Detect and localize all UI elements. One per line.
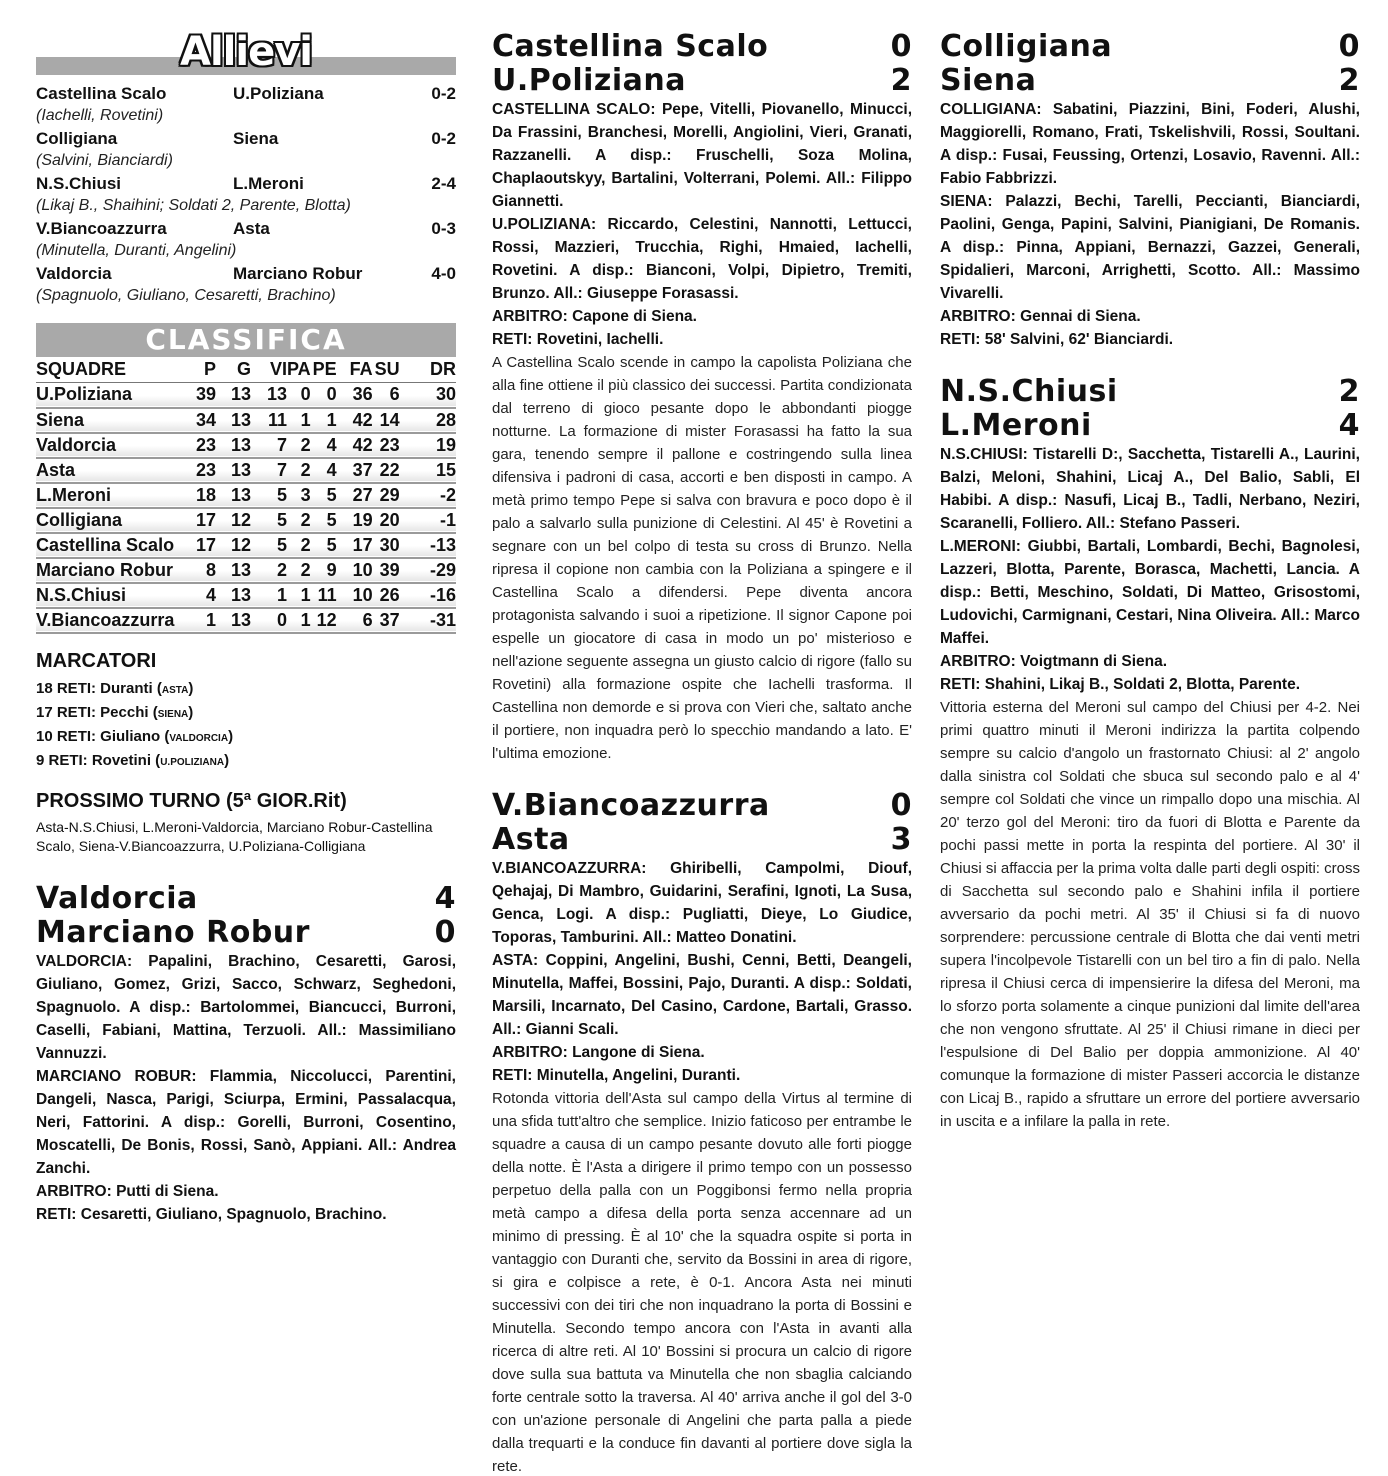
team-score: 0 [434,914,456,950]
team-score: 0 [1338,29,1360,64]
stat-cell: 30 [435,384,456,405]
scorers-list [36,678,456,774]
stat-cell: 2 [300,559,311,580]
match-vbiancoazzurra [492,789,912,1476]
score: 0-2 [431,84,456,103]
stat-cell: 4 [205,584,216,605]
stat-cell: 13 [266,384,287,405]
referee: ARBITRO: Putti di Siena. [36,1182,219,1200]
stat-cell: 5 [326,534,337,555]
stat-cell: -29 [429,559,456,580]
stat-cell: 39 [379,559,400,580]
team-name: Marciano Robur [36,914,310,950]
team-name: Castellina Scalo [492,29,769,64]
stat-cell: 0 [300,384,311,405]
page-title: Allievi [179,29,312,75]
lineup: N.S.CHIUSI: Tistarelli D:, Sacchetta, Tistarelli A., Laurini, Balzi, Meloni, Shahini, Licaj A., Del Balio, Sabli, El Habibi. A disp.: Nasufi, Licaj B., Tadli, Nerbano, Neziri, Scaranelli, Folliero. All.: Stefano Passeri. [940,446,1360,532]
stat-cell: 1 [326,409,337,430]
team-name: V.Biancoazzurra [492,788,770,823]
stat-cell: 0 [326,384,337,405]
stat-cell: 15 [435,459,456,480]
result-item [36,82,456,127]
stat-cell: 13 [230,609,251,630]
result-item [36,217,456,262]
goals: RETI: Minutella, Angelini, Duranti. [492,1067,741,1084]
stat-cell: 1 [300,609,311,630]
team-score: 2 [1338,63,1360,98]
standings-row [36,433,456,458]
score: 2-4 [431,174,456,193]
standings-row [36,383,456,408]
stat-cell: 42 [352,409,373,430]
stat-cell: 23 [379,434,400,455]
stat-cell: 13 [230,434,251,455]
scorers: (Salvini, Bianciardi) [36,152,173,169]
match-away [36,916,456,950]
scorer-goals: 9 RETI: Rovetini [36,751,152,769]
stat-cell: 13 [230,409,251,430]
scorers-title: MARCATORI [36,649,157,672]
lineup: U.POLIZIANA: Riccardo, Celestini, Nannotti, Lettucci, Rossi, Mazzieri, Trucchia, Righi, Hmaied, Iachelli, Rovetini. A disp.: Bianconi, Volpi, Dipietro, Tremiti, Brunzo. All.: Giuseppe Forasassi. [492,216,912,302]
team-name: Colligiana [36,509,123,530]
stat-cell: 13 [230,584,251,605]
stat-cell: 37 [379,609,400,630]
stat-cell: 36 [352,384,373,405]
score: 0-2 [431,129,456,148]
stat-cell: 5 [276,534,287,555]
stat-cell: 17 [195,534,216,555]
team-score: 0 [890,788,912,823]
away-team: U.Poliziana [233,84,324,103]
stat-cell: 19 [352,509,373,530]
goals: RETI: 58' Salvini, 62' Bianciardi. [940,331,1174,348]
stat-cell: 22 [379,459,400,480]
column-header: SQUADRE [36,359,127,379]
standings-row [36,458,456,483]
scorer-item: 18 RETI: Duranti (ASTA) [36,679,194,697]
team-name: U.Poliziana [492,63,687,98]
stat-cell: 1 [205,609,216,630]
team-name: L.Meroni [940,408,1092,443]
stat-cell: 5 [326,484,337,505]
stat-cell: 6 [362,609,373,630]
stat-cell: 6 [389,384,400,405]
stat-cell: 34 [195,409,216,430]
team-name: Siena [940,63,1037,98]
team-name: L.Meroni [36,484,111,505]
result-item [36,172,456,217]
away-team: Siena [233,129,279,148]
stat-cell: -2 [439,484,456,505]
stat-cell: 13 [230,484,251,505]
team-name: Colligiana [940,29,1113,64]
stat-cell: 3 [300,484,311,505]
stat-cell: 18 [195,484,216,505]
scorer-item: 9 RETI: Rovetini (U.POLIZIANA) [36,751,230,769]
stat-cell: 20 [379,509,400,530]
stat-cell: 2 [300,459,311,480]
stat-cell: 12 [230,509,251,530]
standings-row [36,583,456,608]
match-home [940,375,1360,409]
score: 0-3 [431,219,456,238]
stat-cell: 4 [326,459,337,480]
stat-cell: 1 [300,584,311,605]
scorer-team: U.POLIZIANA [160,756,225,768]
goals: RETI: Rovetini, Iachelli. [492,331,664,348]
team-score: 3 [890,822,912,857]
goals: RETI: Shahini, Likaj B., Soldati 2, Blotta, Parente. [940,676,1301,693]
scorer-goals: 17 RETI: Pecchi [36,703,149,721]
scorers: (Likaj B., Shaihini; Soldati 2, Parente, Blotta) [36,197,351,214]
team-name: U.Poliziana [36,384,133,405]
stat-cell: -31 [429,609,456,630]
stat-cell: 5 [326,509,337,530]
scorer-item: 17 RETI: Pecchi (SIENA) [36,703,194,721]
stat-cell: 30 [379,534,400,555]
team-score: 0 [890,29,912,64]
team-name: Valdorcia [36,880,198,916]
team-score: 4 [434,880,456,916]
referee: ARBITRO: Gennai di Siena. [940,308,1141,325]
match-chiusi [940,375,1360,1133]
standings-table [36,357,456,634]
match-home [492,789,912,823]
standings-row [36,533,456,558]
referee: ARBITRO: Voigtmann di Siena. [940,653,1168,670]
match-home [940,30,1360,64]
column-header: VI [269,359,287,379]
stat-cell: 7 [276,434,287,455]
stat-cell: 14 [379,409,400,430]
column-header: P [203,359,216,379]
away-team: Marciano Robur [233,264,363,283]
stat-cell: -16 [429,584,456,605]
stat-cell: 42 [352,434,373,455]
away-team: L.Meroni [233,174,304,193]
stat-cell: 1 [276,584,287,605]
stat-cell: 9 [326,559,337,580]
team-name: Castellina Scalo [36,534,175,555]
stat-cell: 13 [230,384,251,405]
team-name: Valdorcia [36,434,117,455]
results-list [36,82,456,307]
lineup: CASTELLINA SCALO: Pepe, Vitelli, Piovanello, Minucci, Da Frassini, Branchesi, Morelli, Angiolini, Vieri, Granati, Razzanelli. A disp.: Fruschelli, Soza Molina, Chaplaoutskyy, Bartalini, Volterrani, Polemi. All.: Filippo Giannetti. [492,101,912,210]
referee: ARBITRO: Langone di Siena. [492,1044,705,1061]
stat-cell: -13 [429,534,456,555]
stat-cell: 39 [195,384,216,405]
scorer-goals: 10 RETI: Giuliano [36,727,161,745]
lineup: VALDORCIA: Papalini, Brachino, Cesaretti, Garosi, Giuliano, Gomez, Grizi, Sacco, Schwarz, Seghedoni, Spagnuolo. A disp.: Bartolommei, Biancucci, Burroni, Caselli, Fabiani, Mattina, Terzuoli. All.: Massimiliano Vannuzzi. [36,952,456,1062]
score: 4-0 [431,264,456,283]
standings-row [36,483,456,508]
team-score: 2 [1338,374,1360,409]
column-header: G [236,359,251,379]
column-header: PE [312,359,337,379]
stat-cell: 17 [352,534,373,555]
left-column [36,30,456,1250]
team-name: Asta [492,822,570,857]
column-header: PA [287,359,311,379]
stat-cell: 27 [352,484,373,505]
stat-cell: 2 [300,434,311,455]
team-score: 4 [1338,408,1360,443]
home-team: Valdorcia [36,264,112,283]
stat-cell: 10 [352,584,373,605]
stat-cell: 29 [379,484,400,505]
team-name: N.S.Chiusi [36,584,127,605]
result-item [36,127,456,172]
stat-cell: 5 [276,509,287,530]
next-round-title: PROSSIMO TURNO (5ª GIOR.Rit) [36,789,347,812]
team-name: Siena [36,409,85,430]
lineup: COLLIGIANA: Sabatini, Piazzini, Bini, Foderi, Alushi, Maggiorelli, Romano, Frati, Tskelishvili, Rossi, Soultani. A disp.: Fusai, Feussing, Ortenzi, Losavio, Ravenni. All.: Fabio Fabbrizzi. [940,101,1360,187]
stat-cell: 7 [276,459,287,480]
stat-cell: 17 [195,509,216,530]
lineup: ASTA: Coppini, Angelini, Bushi, Cenni, Betti, Deangeli, Minutella, Maffei, Bossini, Pajo, Duranti. A disp.: Soldati, Marsili, Incarnato, Del Casino, Cardone, Bartali, Grasso. All.: Gianni Scali. [492,952,912,1038]
stat-cell: 13 [230,559,251,580]
scorer-team: SIENA [157,708,189,720]
match-report: Rotonda vittoria dell'Asta sul campo della Virtus al termine di una sfida tutt'altro che semplice. Inizio faticoso per entrambe le squadre a causa di un campo pesante dovuto alle forti piogge della notte. È l'Asta a dirigere il primo tempo con un possesso perpetuo della palla con un Poggibonsi fermo nella propria metà campo a difesa della porta senza accennare ad un minimo di pressing. È al 10' che la squadra ospite si porta in vantaggio con Duranti che, servito da Bossini in area di rigore, si gira e colpisce a rete, è 0-1. Ancora Asta nei minuti successivi con dei tiri che non inquadrano la porta di Bossini e Minutella. Secondo tempo ancora con l'Asta in avanti alla ricerca di altre reti. Al 10' Bossini si procura un calcio di rigore dove sulla sua battuta va Minutella che non sbaglia calciando forte centrale sotto la traversa. Al 40' arriva anche il gol del 3-0 con un'azione personale di Angelini che parta palla a piede dalla trequarti e la conduce fin davanti al portiere dove sigla la rete. [492,1090,912,1475]
result-item [36,262,456,307]
stat-cell: 2 [300,534,311,555]
stat-cell: -1 [439,509,456,530]
home-team: Colligiana [36,129,118,148]
match-away [492,823,912,857]
scorer-item: 10 RETI: Giuliano (VALDORCIA) [36,727,234,745]
home-team: V.Biancoazzurra [36,219,167,238]
team-name: Marciano Robur [36,559,174,580]
stat-cell: 26 [379,584,400,605]
middle-column [492,30,912,1476]
team-name: V.Biancoazzurra [36,609,175,630]
stat-cell: 4 [326,434,337,455]
lineup: L.MERONI: Giubbi, Bartali, Lombardi, Bechi, Bagnolesi, Lazzeri, Blotta, Parente, Borasca, Machetti, Lancia. A disp.: Betti, Meschino, Soldati, Di Matteo, Grisostomi, Ludovichi, Carmignani, Cestari, Nina Oliveira. All.: Marco Maffei. [940,538,1360,647]
standings-row [36,508,456,533]
match-colligiana [940,30,1360,351]
lineup: SIENA: Palazzi, Bechi, Tarelli, Peccianti, Bianciardi, Paolini, Genga, Papini, Salvini, Pianigiani, De Romanis. A disp.: Pinna, Appiani, Bernazzi, Gazzei, Generali, Spidalieri, Marconi, Arrighetti, Scotto. All.: Massimo Vivarelli. [940,193,1360,302]
standings-row [36,408,456,433]
stat-cell: 19 [435,434,456,455]
stat-cell: 23 [195,459,216,480]
scorer-goals: 18 RETI: Duranti [36,679,153,697]
standings-row [36,608,456,633]
team-score: 2 [890,63,912,98]
lineup: MARCIANO ROBUR: Flammia, Niccolucci, Parentini, Dangeli, Nasca, Parigi, Sciurpa, Ermini, Passalacqua, Neri, Fattorini. A disp.: Gorelli, Burroni, Cosentino, Moscatelli, De Bonis, Rossi, Sanò, Appiani. All.: Andrea Zanchi. [36,1067,456,1177]
match-home [36,882,456,916]
scorer-team: VALDORCIA [169,732,229,744]
stat-cell: 12 [230,534,251,555]
away-team: Asta [233,219,270,238]
standings-title: CLASSIFICA [36,323,456,357]
stat-cell: 11 [267,409,287,430]
stat-cell: 23 [195,434,216,455]
right-column [940,30,1360,1157]
standings-body [36,383,456,633]
column-header: FA [349,359,373,379]
stat-cell: 10 [352,559,373,580]
column-header: DR [430,359,456,379]
stat-cell: 2 [276,559,287,580]
scorers: (Iachelli, Rovetini) [36,107,164,124]
stat-cell: 28 [435,409,456,430]
match-report: Vittoria esterna del Meroni sul campo del Chiusi per 4-2. Nei primi quattro minuti il Meroni indirizza la partita colpendo sempre su calcio d'angolo un frastornato Chiusi: al 2' angolo dalla sinistra col Soldati che sbuca sul secondo palo e al 4' sempre col Soldati che vince un rimpallo dopo una mischia. Al 20' terzo gol del Meroni: tiro da fuori di Blotta e Parente da pochi passi mette in porta la respinta del portiere. Al 30' il Chiusi si affaccia per la prima volta dalle parti degli ospiti: cross di Sacchetta sul secondo palo e Shahini infila il portiere avversario da pochi metri. Al 35' il Chiusi si fa di nuovo sorprendere: percussione centrale di Blotta che dai venti metri supera l'incolpevole Tistarelli con un bel tiro a fin di palo. Nella ripresa il Chiusi cerca di impensierire la difesa del Meroni, ma lo sforzo porta solamente a cinque punizioni dal limite dell'area che non vengono sfruttate. Al 25' il Chiusi rimane in dieci per l'espulsione di Del Balio per doppia ammonizione. Al 40' comunque la formazione di mister Passeri accorcia le distanze con Licaj B., rapido a sfruttare un errore del portiere avversario in uscita e a infilare la palla in rete. [940,699,1360,1130]
stat-cell: 0 [276,609,287,630]
match-away [492,64,912,98]
match-away [940,409,1360,443]
match-home [492,30,912,64]
stat-cell: 11 [317,584,337,605]
match-valdorcia [36,882,456,1226]
stat-cell: 37 [352,459,373,480]
stat-cell: 1 [300,409,311,430]
home-team: N.S.Chiusi [36,174,122,193]
standings-row [36,558,456,583]
scorers: (Minutella, Duranti, Angelini) [36,242,237,259]
match-castellina [492,30,912,765]
stat-cell: 2 [300,509,311,530]
match-away [940,64,1360,98]
team-name: Asta [36,459,76,480]
stat-cell: 8 [205,559,216,580]
scorers: (Spagnuolo, Giuliano, Cesaretti, Brachino) [36,287,336,304]
stat-cell: 12 [316,609,337,630]
standings-header-row [36,357,456,383]
goals: RETI: Cesaretti, Giuliano, Spagnuolo, Brachino. [36,1205,387,1223]
referee: ARBITRO: Capone di Siena. [492,308,697,325]
section-header [36,30,456,78]
stat-cell: 5 [276,484,287,505]
lineup: V.BIANCOAZZURRA: Ghiribelli, Campolmi, Diouf, Qehajaj, Di Mambro, Guidarini, Serafini, Ignoti, La Susa, Genca, Logi. A disp.: Pugliatti, Dieye, Lo Giudice, Toporas, Tamburini. All.: Matteo Donatini. [492,860,912,946]
column-header: SU [374,359,400,379]
stat-cell: 13 [230,459,251,480]
match-report: A Castellina Scalo scende in campo la capolista Poliziana che alla fine ottiene il più classico dei successi. Partita condizionata dal terreno di gioco pesante dopo le abbondanti piogge notturne. La formazione di mister Forasassi ha fatto la sua gara, tenendo sempre il pallone e costringendo sulla linea difensiva i padroni di casa, accorti e ben disposti in campo. A metà primo tempo Pepe si salva con bravura e poco dopo è il palo a salvarlo sulla punizione di Celestini. Al 45' è Rovetini a segnare con un bel colpo di testa su cross di Brunzo. Nella ripresa il copione non cambia con la Poliziana a spingere e il Castellina Scalo a difendersi. Pepe diventa ancora protagonista salvando i suoi a ripetizione. Il signor Capone poi espelle un giocatore di casa in modo un po' misterioso e nell'azione seguente assegna un giusto calcio di rigore (fallo su Rovetini) alla formazione ospite che Iachelli trasforma. Il Castellina non demorde e si prova con Vieri che, saltato anche il portiere, non inquadra però lo specchio mandando a lato. E' l'ultima emozione. [492,354,912,762]
team-name: N.S.Chiusi [940,374,1118,409]
home-team: Castellina Scalo [36,84,167,103]
next-round-fixtures: Asta-N.S.Chiusi, L.Meroni-Valdorcia, Marciano Robur-Castellina Scalo, Siena-V.Biancoazzurra, U.Poliziana-Colligiana [36,818,433,854]
scorer-team: ASTA [161,684,189,696]
